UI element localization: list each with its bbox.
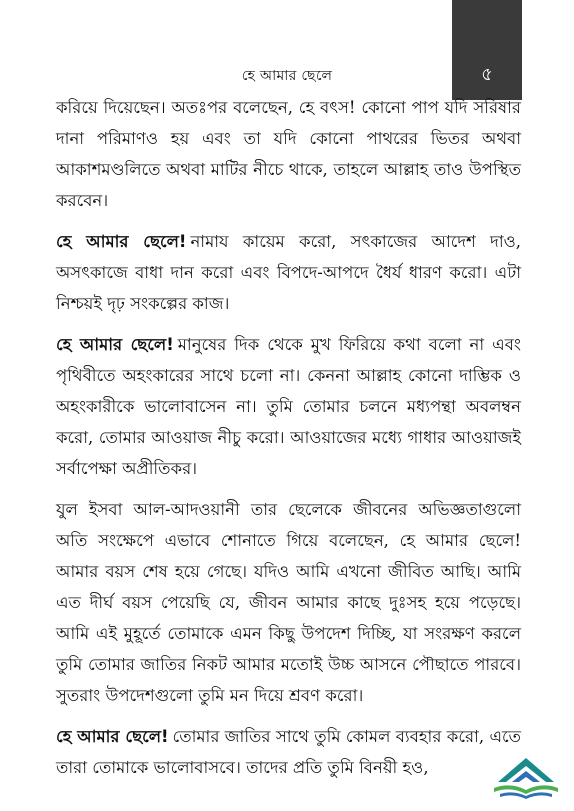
publisher-logo-icon <box>490 752 562 800</box>
paragraph-text: যুল ইসবা আল-আদওয়ানী তার ছেলেকে জীবনের অভিজ্ঞতাগুলো অতি সংক্ষেপে এভাবে শোনাতে গিয়ে বলেছেন, হে আমার ছেলে! আমার বয়স শেষ হয়ে গেছে। যদিও আমি এখনো জীবিত আছি। আমি এত দীর্ঘ বয়স পেয়েছি যে, জীবন আমার কাছে দুঃসহ হয়ে পড়েছে। আমি এই মুহূর্তে তোমাকে এমন কিছু উপদেশ দিচ্ছি, যা সংরক্ষণ করলে তুমি তোমার জাতির নিকট আমার মতোই উচ্চ আসনে পৌছাতে পারবে। সুতরাং উপদেশগুলো তুমি মন দিয়ে শ্রবণ করো। <box>56 500 521 705</box>
paragraph-text: মানুষের দিক থেকে মুখ ফিরিয়ে কথা বলো না এবং পৃথিবীতে অহংকারের সাথে চলো না। কেননা আল্লাহ কোনো দাম্ভিক ও অহংকারীকে ভালোবাসেন না। তুমি তোমার চলনে মধ্যপন্থা অবলম্বন করো, তোমার আওয়াজ নীচু করো। আওয়াজের মধ্যে গাধার আওয়াজই সর্বাপেক্ষা অপ্রীতিকর। <box>56 335 521 478</box>
paragraph-text: করিয়ে দিয়েছেন। অতঃপর বলেছেন, হে বৎস! কোনো পাপ যদি সরিষার দানা পরিমাণও হয় এবং তা যদি কোনো পাথরের ভিতর অথবা আকাশমণ্ডলিতে অথবা মাটির নীচে থাকে, তাহলে আল্লাহ তাও উপস্থিত করবেন। <box>56 98 521 210</box>
paragraph-lead: হে আমার ছেলে! <box>56 335 174 354</box>
page-number: ৫ <box>481 64 493 85</box>
paragraph-text: তোমার জাতির সাথে তুমি কোমল ব্যবহার করো, এতে তারা তোমাকে ভালোবাসবে। তাদের প্রতি তুমি বিনয়ী হও, <box>56 727 522 777</box>
paragraph-lead: হে আমার ছেলে! <box>56 232 187 251</box>
paragraph <box>56 721 521 783</box>
paragraph <box>56 329 521 484</box>
paragraph <box>56 226 521 319</box>
paragraph <box>56 494 521 711</box>
paragraph-lead: হে আমার ছেলে! <box>56 727 169 746</box>
paragraph-text: নামায কায়েম করো, সৎকাজের আদেশ দাও, অসৎকাজে বাধা দান করো এবং বিপদে-আপদে ধৈর্য ধারণ করো। এটা নিশ্চয়ই দৃঢ় সংকল্পের কাজ। <box>56 232 521 313</box>
paragraph <box>56 92 521 216</box>
body-text <box>56 92 521 793</box>
running-head-title: হে আমার ছেলে <box>241 68 333 84</box>
